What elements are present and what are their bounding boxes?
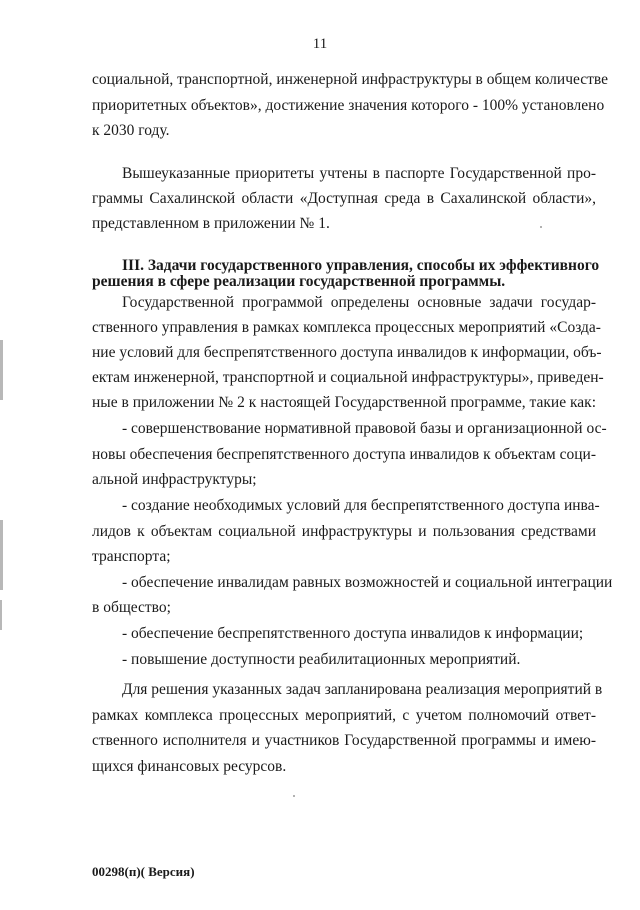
text-line: ственного управления в рамках комплекса процессных мероприятий «Созда- — [92, 319, 601, 336]
text-line: ные в приложении № 2 к настоящей Государственной программе, такие как: — [92, 394, 596, 411]
text-line: приоритетных объектов», достижение значения которого - 100% установлено — [92, 97, 605, 114]
text-line: Для решения указанных задач запланирована реализация мероприятий в — [122, 681, 603, 698]
list-item: - совершенствование нормативной правовой базы и организационной ос- — [122, 420, 607, 437]
list-item: в общество; — [92, 599, 171, 616]
list-item: - создание необходимых условий для беспрепятственного доступа инва- — [122, 497, 600, 514]
text-line: Вышеуказанные приоритеты учтены в паспорте Государственной про- — [122, 165, 596, 182]
text-line: ектам инженерной, транспортной и социальной инфраструктуры», приведен- — [92, 369, 604, 386]
text-line: к 2030 году. — [92, 122, 170, 139]
scan-margin-mark — [0, 600, 2, 630]
document-footer: 00298(п)( Версия) — [92, 864, 195, 879]
page-number: 11 — [312, 36, 328, 52]
scan-margin-mark — [0, 520, 3, 590]
text-line: рамках комплекса процессных мероприятий, с учетом полномочий ответ- — [92, 707, 596, 724]
list-item: лидов к объектам социальной инфраструктуры и пользования средствами — [92, 523, 596, 540]
text-line: ние условий для беспрепятственного доступа инвалидов к информации, объ- — [92, 344, 602, 361]
text-line: Государственной программой определены основные задачи государ- — [122, 294, 596, 311]
text-line: представленном в приложении № 1. — [92, 215, 330, 232]
list-item: - обеспечение беспрепятственного доступа инвалидов к информации; — [122, 625, 584, 642]
scan-speck — [540, 226, 542, 228]
scan-margin-mark — [0, 340, 3, 400]
text-line: социальной, транспортной, инженерной инфраструктуры в общем количестве — [92, 71, 609, 88]
list-item: альной инфраструктуры; — [92, 471, 257, 488]
list-item: новы обеспечения беспрепятственного доступа инвалидов к объектам соци- — [92, 446, 596, 463]
list-item: - обеспечение инвалидам равных возможностей и социальной интеграции — [122, 574, 613, 591]
section-heading: III. Задачи государственного управления, способы их эффективного — [122, 257, 600, 274]
list-item: транспорта; — [92, 548, 171, 565]
text-line: ственного исполнителя и участников Государственной программы и имею- — [92, 732, 596, 749]
list-item: - повышение доступности реабилитационных мероприятий. — [122, 651, 521, 668]
section-heading: решения в сфере реализации государственной программы. — [92, 273, 506, 290]
scan-speck — [293, 795, 295, 797]
text-line: щихся финансовых ресурсов. — [92, 758, 287, 775]
text-line: граммы Сахалинской области «Доступная среда в Сахалинской области», — [92, 190, 596, 207]
